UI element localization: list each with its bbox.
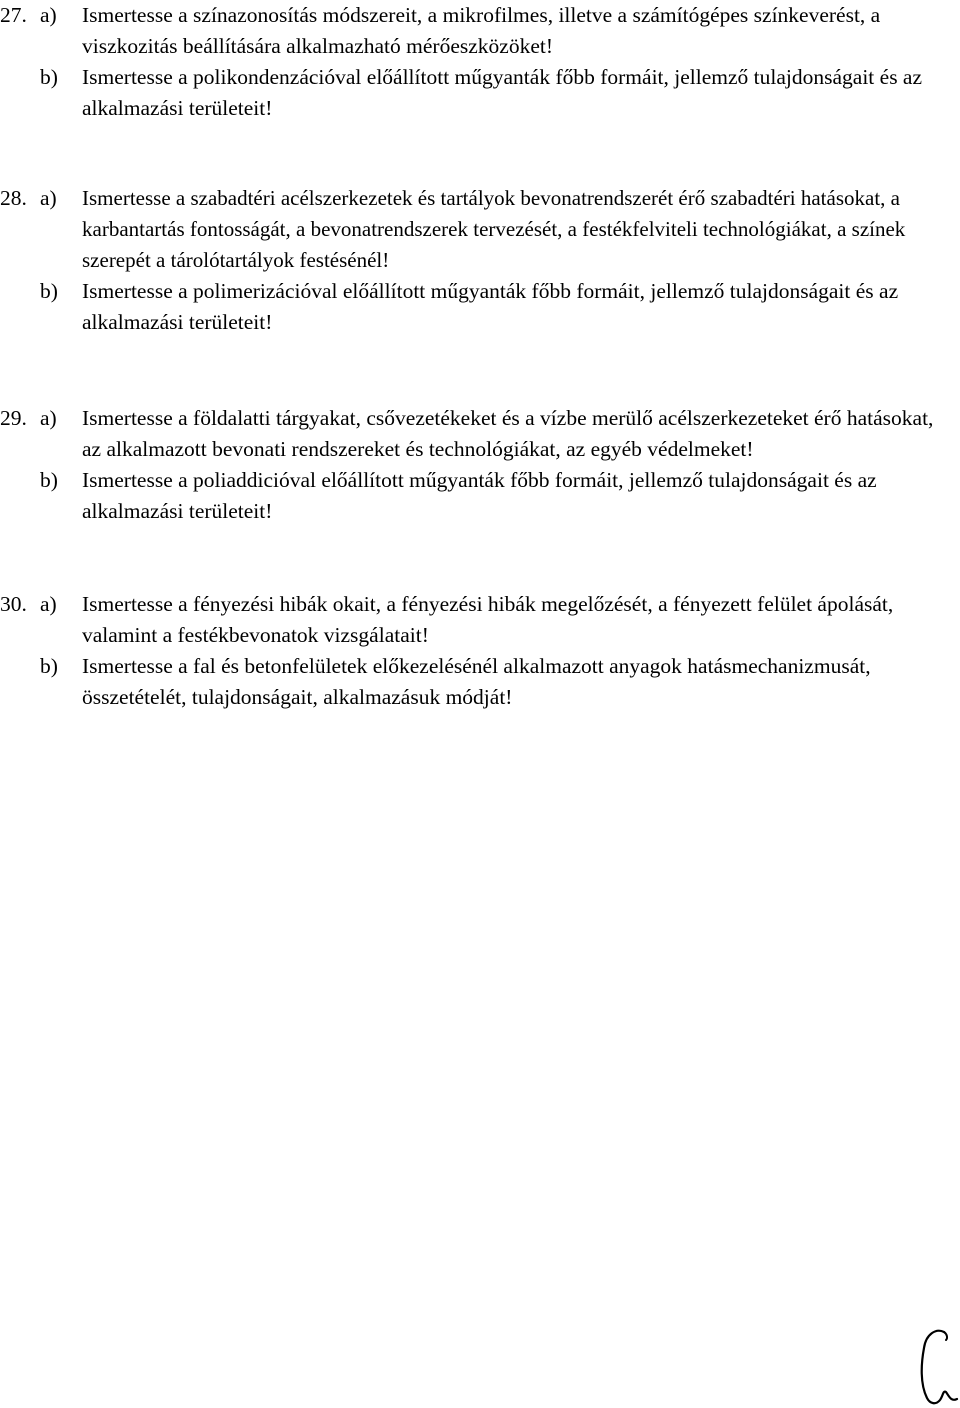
part-letter: b) [40,279,58,303]
question-27-part-b [0,62,940,124]
part-text: Ismertesse a polimerizációval előállított műgyanták főbb formáit, jellemző tulajdonságait és az alkalmazási területeit! [82,279,899,334]
question-30-part-b [0,651,940,713]
question-28-part-b [0,276,940,338]
question-number: 27. [0,3,27,27]
question-number: 28. [0,186,27,210]
question-number: 30. [0,592,27,616]
part-letter: a) [40,592,57,616]
part-text: Ismertesse a fal és betonfelületek előkezelésénél alkalmazott anyagok hatásmechanizmusát, összetételét, tulajdonságait, alkalmazásuk módját! [82,654,871,709]
part-text: Ismertesse a színazonosítás módszereit, a mikrofilmes, illetve a számítógépes színkeverést, a viszkozitás beállítására alkalmazható mérőeszközöket! [82,3,881,58]
part-text: Ismertesse a fényezési hibák okait, a fényezési hibák megelőzését, a fényezett felület ápolását, valamint a festékbevonatok vizsgálatait! [82,592,894,647]
question-29-part-a [0,403,940,465]
part-letter: b) [40,65,58,89]
part-text: Ismertesse a szabadtéri acélszerkezetek és tartályok bevonatrendszerét érő szabadtéri hatásokat, a karbantartás fontosságát, a bevonatrendszerek tervezését, a festékfelviteli technológiákat, a színek szerepét a tárolótartályok festésénél! [82,186,906,272]
part-letter: b) [40,654,58,678]
part-text: Ismertesse a polikondenzációval előállított műgyanták főbb formáit, jellemző tulajdonságait és az alkalmazási területeit! [82,65,923,120]
part-letter: a) [40,406,57,430]
question-28 [0,183,940,338]
part-text: Ismertesse a földalatti tárgyakat, csővezetékeket és a vízbe merülő acélszerkezeteket érő hatásokat, az alkalmazott bevonati rendszereket és technológiákat, az egyéb védelmeket! [82,406,934,461]
part-letter: a) [40,3,57,27]
question-29-part-b [0,465,940,527]
question-28-part-a [0,183,940,276]
part-text: Ismertesse a poliaddicióval előállított műgyanták főbb formáit, jellemző tulajdonságait és az alkalmazási területeit! [82,468,877,523]
question-30 [0,589,940,713]
question-30-part-a [0,589,940,651]
part-letter: a) [40,186,57,210]
question-27-part-a [0,0,940,62]
question-number: 29. [0,406,27,430]
handwritten-mark [916,1326,960,1408]
question-27 [0,0,940,124]
part-letter: b) [40,468,58,492]
question-29 [0,403,940,527]
